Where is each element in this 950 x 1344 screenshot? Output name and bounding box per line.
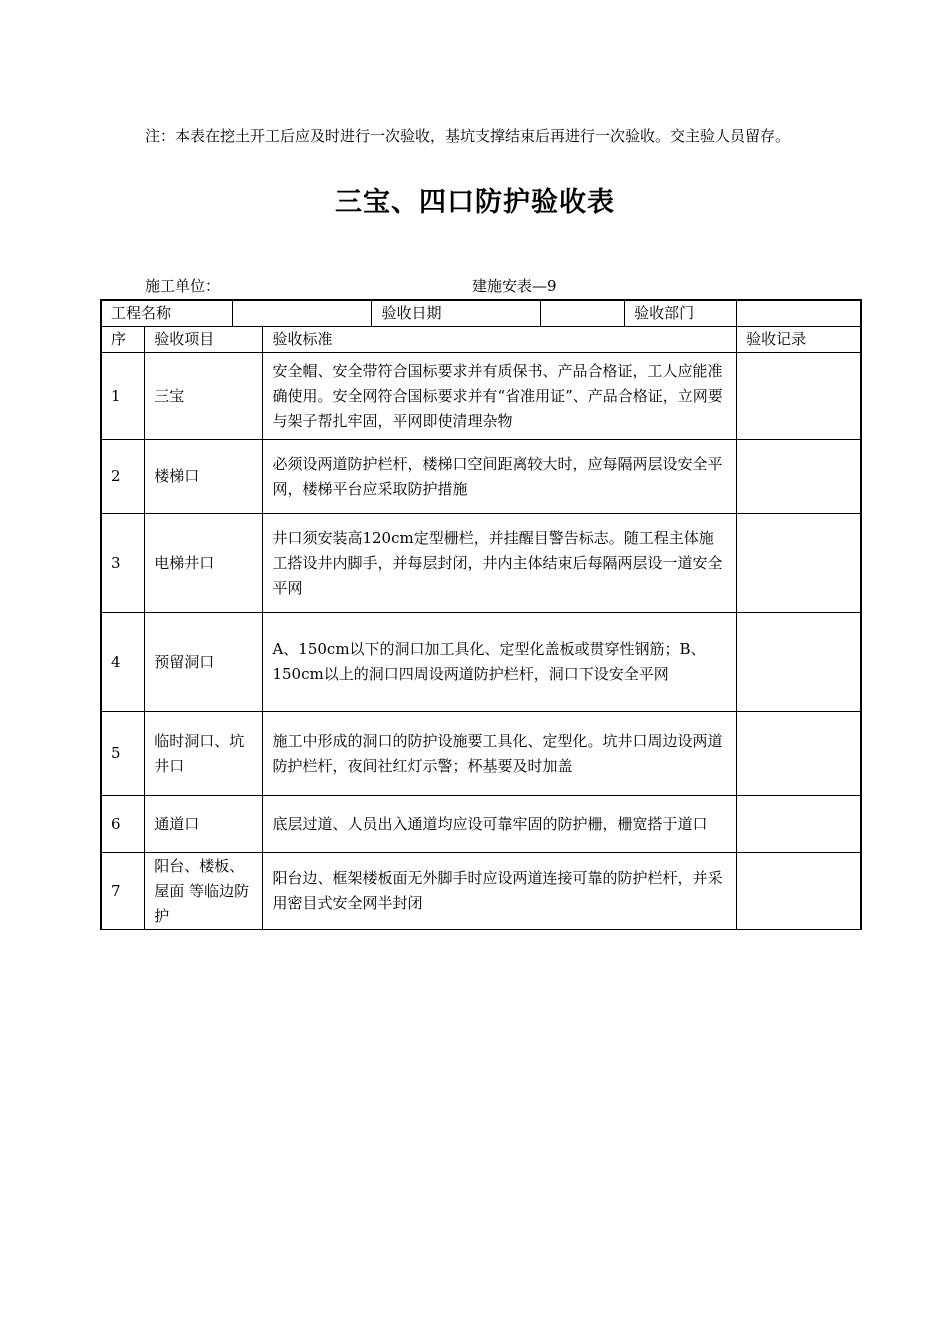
column-seq: 序 (101, 327, 145, 353)
form-note: 注：本表在挖土开工后应及时进行一次验收，基坑支撑结束后再进行一次验收。交主验人员留存。 (145, 127, 791, 145)
table-row (101, 796, 861, 853)
table-row (101, 613, 861, 712)
row-record[interactable] (737, 514, 861, 613)
column-record: 验收记录 (737, 327, 861, 353)
row-seq: 6 (101, 796, 145, 853)
row-seq: 4 (101, 613, 145, 712)
construction-unit-label: 施工单位： (145, 277, 221, 295)
row-item: 楼梯口 (145, 440, 263, 514)
acceptance-dept-value[interactable] (737, 300, 861, 327)
row-item: 电梯井口 (145, 514, 263, 613)
row-record[interactable] (737, 853, 861, 930)
row-seq: 7 (101, 853, 145, 930)
row-standard: 井口须安装高120cm定型栅栏，并挂醒目警告标志。随工程主体施工搭设井内脚手，并每层封闭，井内主体结束后每隔两层设一道安全平网 (263, 514, 737, 613)
form-code: 建施安表—9 (472, 277, 557, 295)
table-row (101, 440, 861, 514)
acceptance-dept-label: 验收部门 (625, 300, 737, 327)
row-record[interactable] (737, 353, 861, 440)
row-seq: 3 (101, 514, 145, 613)
row-seq: 2 (101, 440, 145, 514)
acceptance-table (100, 299, 862, 930)
row-item: 临时洞口、坑井口 (145, 712, 263, 796)
row-standard: 底层过道、人员出入通道均应设可靠牢固的防护栅，栅宽搭于道口 (263, 796, 737, 853)
column-header-row (101, 327, 861, 353)
row-record[interactable] (737, 712, 861, 796)
row-record[interactable] (737, 613, 861, 712)
table-row (101, 712, 861, 796)
acceptance-date-label: 验收日期 (372, 300, 540, 327)
row-standard: 必须设两道防护栏杆，楼梯口空间距离较大时，应每隔两层设安全平网，楼梯平台应采取防护措施 (263, 440, 737, 514)
column-standard: 验收标准 (263, 327, 737, 353)
table-row (101, 514, 861, 613)
row-record[interactable] (737, 796, 861, 853)
row-seq: 5 (101, 712, 145, 796)
acceptance-date-value[interactable] (540, 300, 625, 327)
project-name-label: 工程名称 (101, 300, 232, 327)
row-item: 三宝 (145, 353, 263, 440)
table-row (101, 853, 861, 930)
column-item: 验收项目 (145, 327, 263, 353)
row-record[interactable] (737, 440, 861, 514)
project-name-value[interactable] (232, 300, 372, 327)
row-item: 阳台、楼板、屋面 等临边防护 (145, 853, 263, 930)
row-standard: 施工中形成的洞口的防护设施要工具化、定型化。坑井口周边设两道防护栏杆，夜间社红灯示警；杯基要及时加盖 (263, 712, 737, 796)
row-standard: A、150cm以下的洞口加工具化、定型化盖板或贯穿性钢筋；B、150cm以上的洞口四周设两道防护栏杆，洞口下设安全平网 (263, 613, 737, 712)
page-title: 三宝、四口防护验收表 (335, 187, 615, 218)
row-standard: 阳台边、框架楼板面无外脚手时应设两道连接可靠的防护栏杆，并采用密目式安全网半封闭 (263, 853, 737, 930)
row-item: 通道口 (145, 796, 263, 853)
row-standard: 安全帽、安全带符合国标要求并有质保书、产品合格证，工人应能准确使用。安全网符合国标要求并有“省准用证”、产品合格证，立网要与架子帮扎牢固，平网即使清理杂物 (263, 353, 737, 440)
table-row (101, 353, 861, 440)
row-seq: 1 (101, 353, 145, 440)
row-item: 预留洞口 (145, 613, 263, 712)
project-info-row (101, 300, 861, 327)
